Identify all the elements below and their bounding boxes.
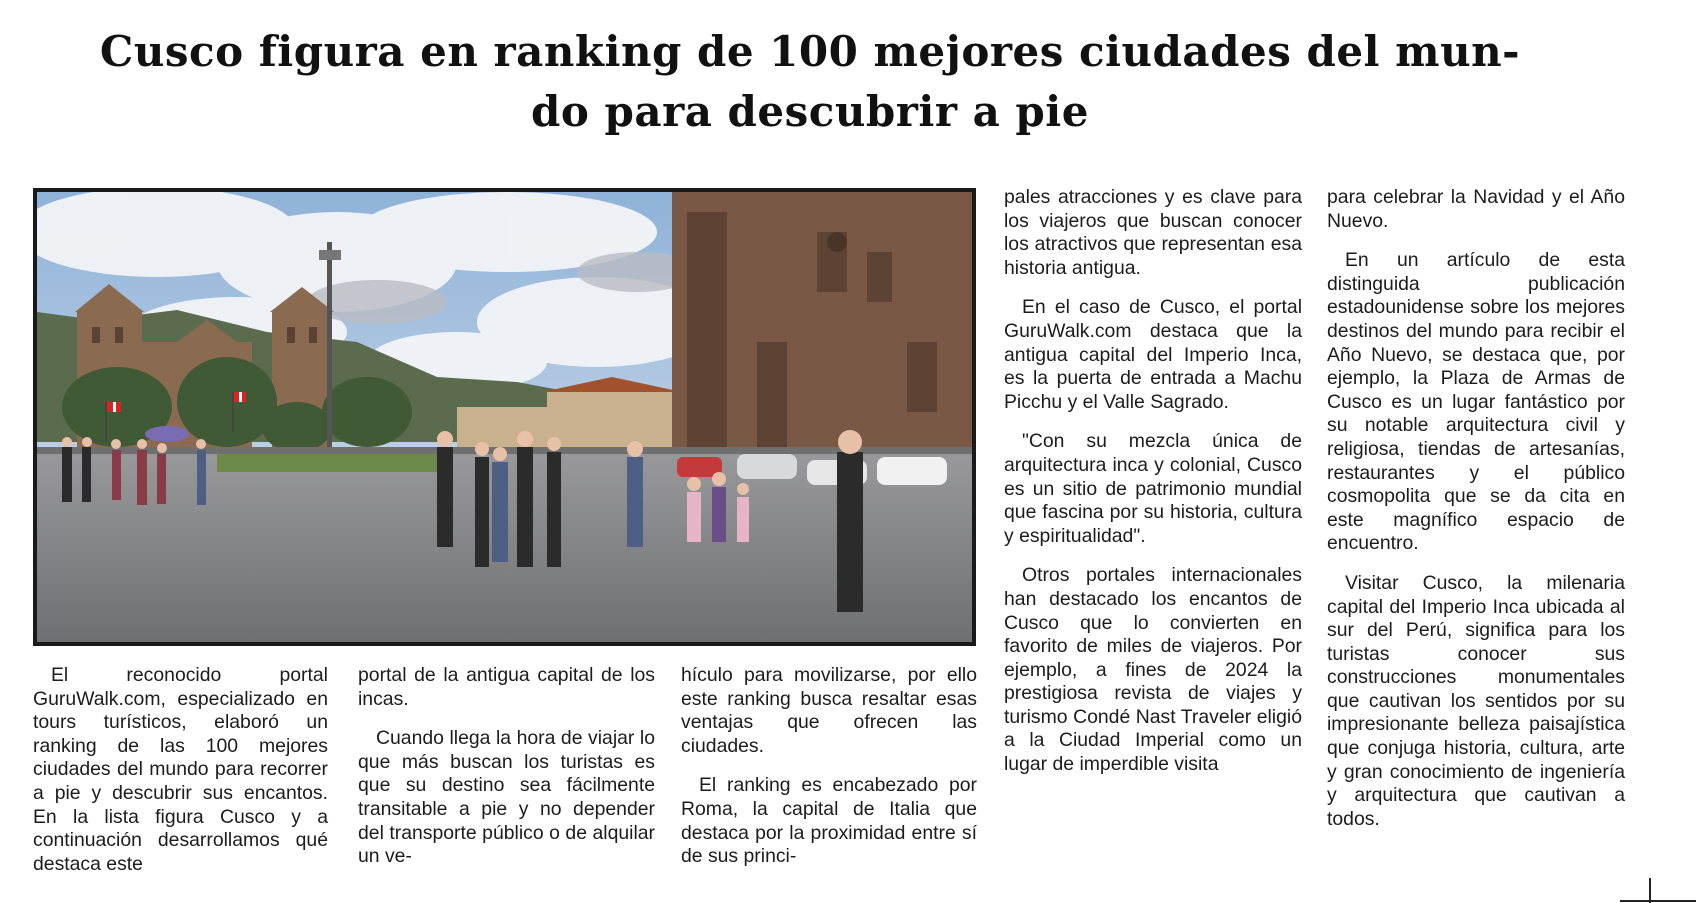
column-3-paragraph-2: El ranking es encabezado por Roma, la capital de Italia que destaca por la proximidad entre sí de sus princi- [681,774,977,868]
crop-mark [1620,870,1696,903]
headline-line-2: do para descubrir a pie [531,87,1089,136]
lamp-post [327,242,332,482]
column-2-paragraph-2: Cuando llega la hora de viajar lo que más buscan los turistas es que su destino sea fácilmente transitable a pie y no depender del transporte público o de alquilar un ve- [358,727,655,868]
column-4-paragraph-4: Otros portales internacionales han destacado los encantos de Cusco que lo convierten en favorito de miles de viajeros. Por ejemplo, a fines de 2024 la prestigiosa revista de viajes y turismo Condé Nast Traveler eligió a la Ciudad Imperial como un lugar de imperdible visita [1004,564,1302,776]
column-1-paragraph: El reconocido portal GuruWalk.com, especializado en tours turísticos, elaboró un ranking de las 100 mejores ciudades del mundo para recorrer a pie y descubrir sus encantos. En la lista figura Cusco y a continuación desarrollamos qué destaca este [33,664,328,875]
article-column-1 [33,664,328,876]
plaza-photo-illustration [37,192,972,642]
column-4-paragraph-3: "Con su mezcla única de arquitectura inca y colonial, Cusco es un sitio de patrimonio mundial que fascina por su historia, cultura y espiritualidad". [1004,430,1302,547]
column-3-paragraph-1: hículo para movilizarse, por ello este ranking busca resaltar esas ventajas que ofrecen las ciudades. [681,664,977,757]
column-5-paragraph-1: para celebrar la Navidad y el Año Nuevo. [1327,186,1625,232]
article-column-5 [1327,186,1625,831]
headline [0,22,1620,142]
headline-line-1: Cusco figura en ranking de 100 mejores ciudades del mun- [99,27,1521,76]
column-4-paragraph-2: En el caso de Cusco, el portal GuruWalk.com destaca que la antigua capital del Imperio Inca, es la puerta de entrada a Machu Picchu y el Valle Sagrado. [1004,296,1302,413]
column-5-paragraph-2: En un artículo de esta distinguida publicación estadounidense sobre los mejores destinos del mundo para recibir el Año Nuevo, se destaca que, por ejemplo, la Plaza de Armas de Cusco es un lugar fantástico por su notable arquitectura civil y religiosa, tiendas de artesanías, restaurantes y el público cosmopolita que se da cita en este magnífico espacio de encuentro. [1327,249,1625,555]
plaza-de-armas-photo [33,188,976,646]
article-column-2 [358,664,655,869]
column-4-paragraph-1: pales atracciones y es clave para los viajeros que buscan conocer los atractivos que representan esa historia antigua. [1004,186,1302,279]
umbrella [145,426,189,442]
lawn [217,454,437,472]
article-column-3 [681,664,977,869]
column-5-paragraph-3: Visitar Cusco, la milenaria capital del Imperio Inca ubicada al sur del Perú, significa para los turistas conocer sus construcciones monumentales que cautivan los sentidos por su impresionante belleza paisajística que conjuga historia, cultura, arte y gran conocimiento de ingeniería y arquitectura que cautivan a todos. [1327,571,1625,830]
article-column-4 [1004,186,1302,777]
column-2-paragraph-1: portal de la antigua capital de los incas. [358,664,655,710]
